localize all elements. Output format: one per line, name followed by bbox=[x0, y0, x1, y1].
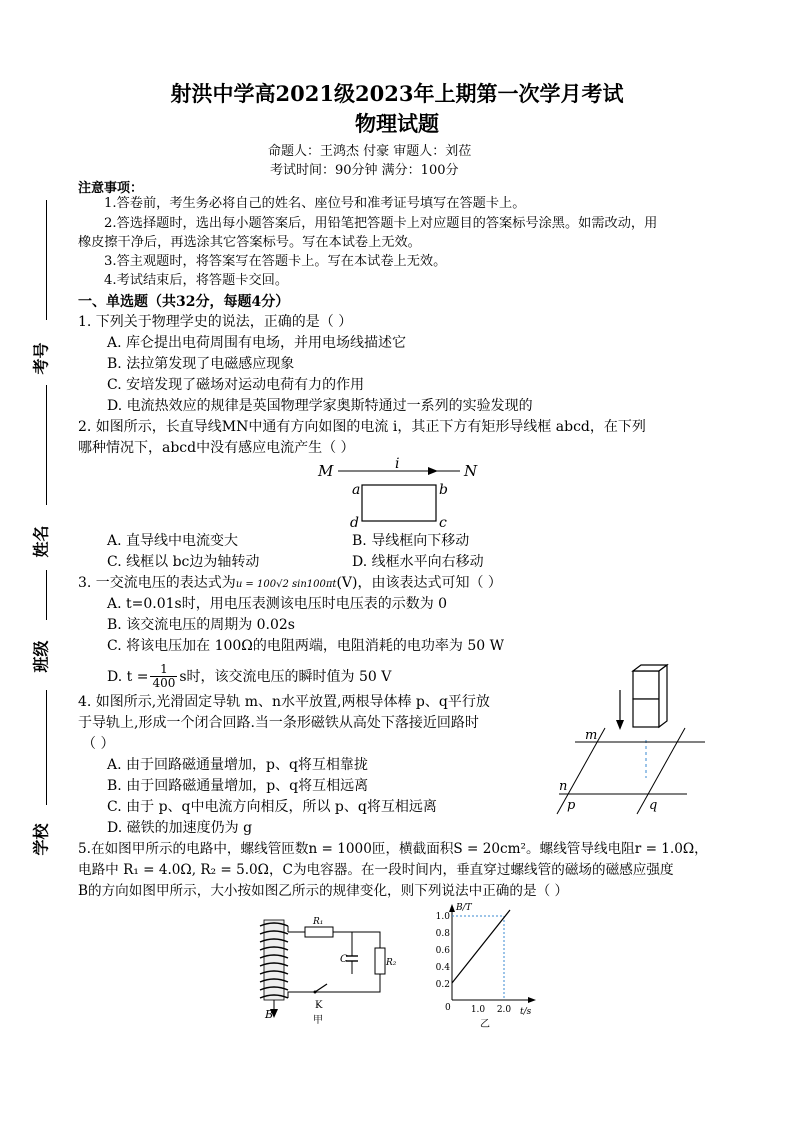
question-3-stem: 3. 一交流电压的表达式为u = 100√2 sin100πt(V)，由该表达式可知（ ） bbox=[78, 575, 502, 591]
margin-line bbox=[46, 690, 47, 805]
label-m: m bbox=[585, 728, 598, 743]
label-p: p bbox=[567, 798, 576, 813]
label-n: n bbox=[559, 779, 568, 794]
question-2-stem: 哪种情况下，abcd中没有感应电流产生（ ） bbox=[78, 440, 355, 456]
label-r2: R₂ bbox=[386, 958, 397, 968]
q2-option-c: C. 线框以 bc边为轴转动 bbox=[107, 554, 260, 570]
note-item: 3.答主观题时，将答案写在答题卡上。写在本试卷上无效。 bbox=[104, 254, 447, 269]
b-t-line bbox=[452, 910, 510, 983]
side-label-exam-number: 考号 bbox=[31, 342, 51, 375]
q3-option-c: C. 将该电压加在 100Ω的电阻两端，电阻消耗的电功率为 50 W bbox=[107, 638, 504, 654]
question-1-stem: 1. 下列关于物理学史的说法，正确的是（ ） bbox=[78, 314, 353, 330]
label-i: i bbox=[395, 456, 400, 472]
question-5-stem: 5.在如图甲所示的电路中，螺线管匝数n = 1000匝，横截面积S = 20cm²。螺线管导线电阻r = 1.0Ω， bbox=[78, 841, 708, 857]
question-4-stem: （ ） bbox=[82, 736, 115, 752]
x-tick: 1.0 bbox=[470, 1005, 486, 1015]
q3-option-a: A. t=0.01s时，用电压表测该电压时电压表的示数为 0 bbox=[107, 596, 448, 612]
exam-title: 射洪中学高2021级2023年上期第一次学月考试 bbox=[170, 81, 624, 106]
side-label-name: 姓名 bbox=[31, 525, 51, 558]
current-arrow-icon bbox=[428, 467, 438, 475]
resistor-r1 bbox=[305, 927, 333, 937]
label-a: a bbox=[352, 482, 361, 498]
wire-loop-figure bbox=[300, 455, 500, 535]
y-tick: 0.8 bbox=[435, 929, 450, 939]
caption-jia: 甲 bbox=[313, 1015, 323, 1026]
label-c: c bbox=[439, 515, 447, 531]
q3-option-b: B. 该交流电压的周期为 0.02s bbox=[107, 617, 295, 633]
magnet-rails-figure bbox=[555, 668, 715, 818]
margin-line bbox=[46, 200, 47, 320]
side-label-class: 班级 bbox=[31, 640, 51, 673]
fraction: $\frac{1}{400}$ bbox=[152, 662, 176, 690]
q3-option-d: D. t = $\frac{1}{400}$ s时，该交流电压的瞬时值为 50 V bbox=[107, 662, 392, 690]
q2-option-a: A. 直导线中电流变大 bbox=[107, 533, 239, 549]
section-heading: 一、单选题（共32分，每题4分） bbox=[78, 294, 290, 310]
margin-line bbox=[46, 570, 47, 620]
q1-option-b: B. 法拉第发现了电磁感应现象 bbox=[107, 356, 295, 372]
note-item: 4.考试结束后，将答题卡交回。 bbox=[104, 273, 289, 288]
q1-option-a: A. 库仑提出电荷周围有电场，并用电场线描述它 bbox=[107, 335, 407, 351]
y-tick: 0.4 bbox=[435, 963, 450, 973]
notes-heading: 注意事项： bbox=[78, 181, 144, 196]
note-item: 1.答卷前，考生务必将自己的姓名、座位号和准考证号填写在答题卡上。 bbox=[104, 196, 526, 211]
q4-option-b: B. 由于回路磁通量增加，p、q将互相远离 bbox=[107, 778, 369, 794]
arrow-down-icon bbox=[616, 720, 624, 730]
x-axis-arrow-icon bbox=[528, 997, 536, 1003]
label-b: b bbox=[439, 482, 448, 498]
q2-option-b: B. 导线框向下移动 bbox=[352, 533, 470, 549]
question-4-stem: 于导轨上,形成一个闭合回路.当一条形磁铁从高处下落接近回路时 bbox=[78, 715, 479, 731]
b-t-graph bbox=[420, 900, 540, 1030]
note-item: 橡皮擦干净后，再选涂其它答案标号。写在本试卷上无效。 bbox=[78, 235, 421, 250]
x-axis-label: t/s bbox=[520, 1007, 532, 1017]
rect-frame bbox=[362, 485, 436, 521]
question-4-stem: 4. 如图所示,光滑固定导轨 m、n水平放置,两根导体棒 p、q平行放 bbox=[78, 694, 490, 710]
q4-option-d: D. 磁铁的加速度仍为 g bbox=[107, 820, 253, 836]
resistor-r2 bbox=[375, 948, 385, 974]
y-axis-label: B/T bbox=[456, 903, 472, 913]
circuit-diagram bbox=[255, 910, 395, 1025]
label-r1: R₁ bbox=[313, 917, 324, 927]
question-5-stem: 电路中 R₁ = 4.0Ω, R₂ = 5.0Ω，C为电容器。在一段时间内，垂直穿过螺线管的磁场的磁感应强度 bbox=[78, 862, 674, 878]
x-tick: 2.0 bbox=[496, 1005, 512, 1015]
origin-label: 0 bbox=[445, 1003, 451, 1013]
caption-yi: 乙 bbox=[480, 1019, 490, 1030]
question-2-stem: 2. 如图所示，长直导线MN中通有方向如图的电流 i，其正下方有矩形导线框 abcd，在下列 bbox=[78, 419, 646, 435]
note-item: 2.答选择题时，选出每小题答案后，用铅笔把答题卡上对应题目的答案标号涂黑。如需改动，用 bbox=[104, 216, 658, 231]
q2-option-d: D. 线框水平向右移动 bbox=[352, 554, 484, 570]
setters-line: 命题人：王鸿杰 付豪 审题人：刘莅 bbox=[268, 144, 472, 159]
side-label-school: 学校 bbox=[31, 823, 51, 856]
margin-line bbox=[46, 385, 47, 505]
q4-option-c: C. 由于 p、q中电流方向相反，所以 p、q将互相远离 bbox=[107, 799, 437, 815]
exam-subtitle: 物理试题 bbox=[355, 111, 439, 136]
label-n: N bbox=[464, 462, 478, 480]
label-b: B bbox=[265, 1008, 274, 1021]
label-k: K bbox=[315, 1000, 323, 1011]
question-5-stem: B的方向如图甲所示，大小按如图乙所示的规律变化，则下列说法中正确的是（ ） bbox=[78, 883, 569, 899]
y-tick: 0.6 bbox=[435, 946, 450, 956]
label-q: q bbox=[649, 798, 658, 813]
label-m: M bbox=[318, 462, 334, 480]
switch-k bbox=[315, 984, 327, 992]
y-axis-arrow-icon bbox=[449, 904, 455, 912]
q4-option-a: A. 由于回路磁通量增加，p、q将互相靠拢 bbox=[107, 757, 368, 773]
time-score-line: 考试时间：90分钟 满分：100分 bbox=[270, 163, 459, 178]
q1-option-c: C. 安培发现了磁场对运动电荷有力的作用 bbox=[107, 377, 365, 393]
y-tick: 1.0 bbox=[435, 912, 450, 922]
voltage-formula: u = 100√2 sin100πt bbox=[235, 579, 337, 590]
y-tick: 0.2 bbox=[435, 980, 450, 990]
label-c: C bbox=[340, 954, 348, 965]
label-d: d bbox=[350, 515, 359, 531]
q1-option-d: D. 电流热效应的规律是英国物理学家奥斯特通过一系列的实验发现的 bbox=[107, 398, 533, 414]
